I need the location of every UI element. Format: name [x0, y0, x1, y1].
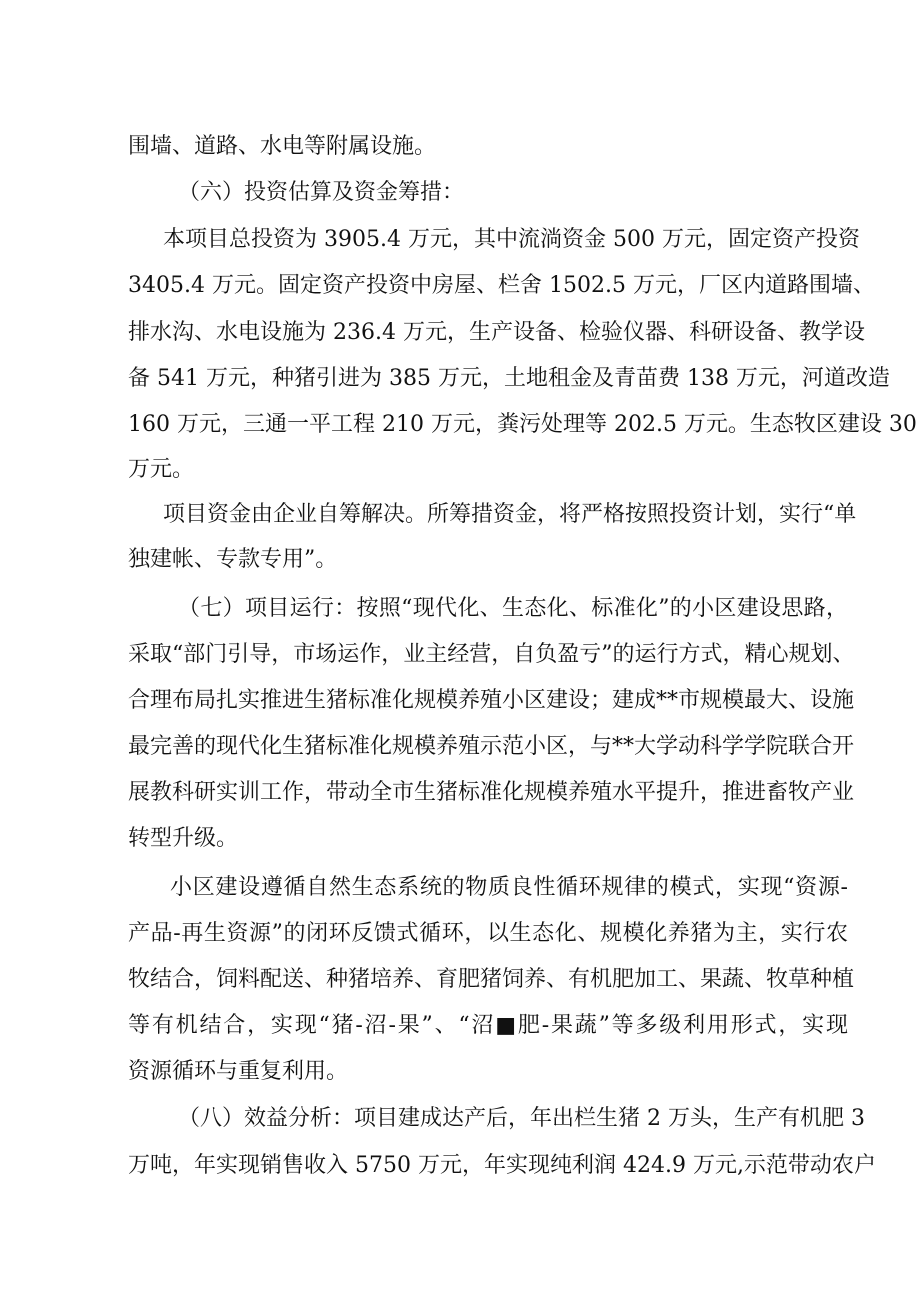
text-line: 等有机结合，实现“猪-沼-果”、“沼■肥-果蔬”等多级利用形式，实现 [128, 1013, 848, 1038]
text-line: 独建帐、专款专用”。 [128, 547, 338, 572]
section-heading-8: （八）效益分析：项目建成达产后，年出栏生猪 2 万头，生产有机肥 3 [178, 1106, 865, 1131]
text-line: 本项目总投资为 3905.4 万元，其中流淌资金 500 万元，固定资产投资 [163, 227, 860, 252]
text-line: 最完善的现代化生猪标准化规模养殖示范小区，与**大学动科学学院联合开 [128, 734, 855, 759]
section-heading-6: （六）投资估算及资金筹措： [178, 180, 465, 205]
text-line: 资源循环与重复利用。 [128, 1059, 349, 1084]
text-line: 产品-再生资源”的闭环反馈式循环，以生态化、规模化养猪为主，实行农 [128, 921, 848, 946]
text-line: 小区建设遵循自然生态系统的物质良性循环规律的模式，实现“资源- [170, 875, 848, 900]
text-line: 合理布局扎实推进生猪标准化规模养殖小区建设；建成**市规模最大、设施 [128, 688, 855, 713]
text-line: 备 541 万元，种猪引进为 385 万元，土地租金及青苗费 138 万元，河道改造 [128, 366, 890, 391]
text-line: 牧结合，饲料配送、种猪培养、育肥猪饲养、有机肥加工、果蔬、牧草种植 [128, 967, 855, 992]
text-line: 转型升级。 [128, 826, 239, 851]
text-line: 160 万元，三通一平工程 210 万元，粪污处理等 202.5 万元。生态牧区建设 30 [128, 412, 917, 437]
text-line: 展教科研实训工作，带动全市生猪标准化规模养殖水平提升，推进畜牧产业 [128, 780, 855, 805]
text-line: 3405.4 万元。固定资产投资中房屋、栏舍 1502.5 万元，厂区内道路围墙、 [128, 273, 875, 298]
section-heading-7: （七）项目运行：按照“现代化、生态化、标准化”的小区建设思路， [178, 596, 848, 621]
text-line: 万吨，年实现销售收入 5750 万元，年实现纯利润 424.9 万元,示范带动农户 [128, 1153, 876, 1178]
text-line: 万元。 [128, 457, 195, 482]
text-line: 排水沟、水电设施为 236.4 万元，生产设备、检验仪器、科研设备、教学设 [128, 320, 865, 345]
text-line: 围墙、道路、水电等附属设施。 [128, 134, 437, 159]
text-line: 项目资金由企业自筹解决。所筹措资金，将严格按照投资计划，实行“单 [163, 502, 857, 527]
text-line: 采取“部门引导，市场运作，业主经营，自负盈亏”的运行方式，精心规划、 [128, 642, 855, 667]
